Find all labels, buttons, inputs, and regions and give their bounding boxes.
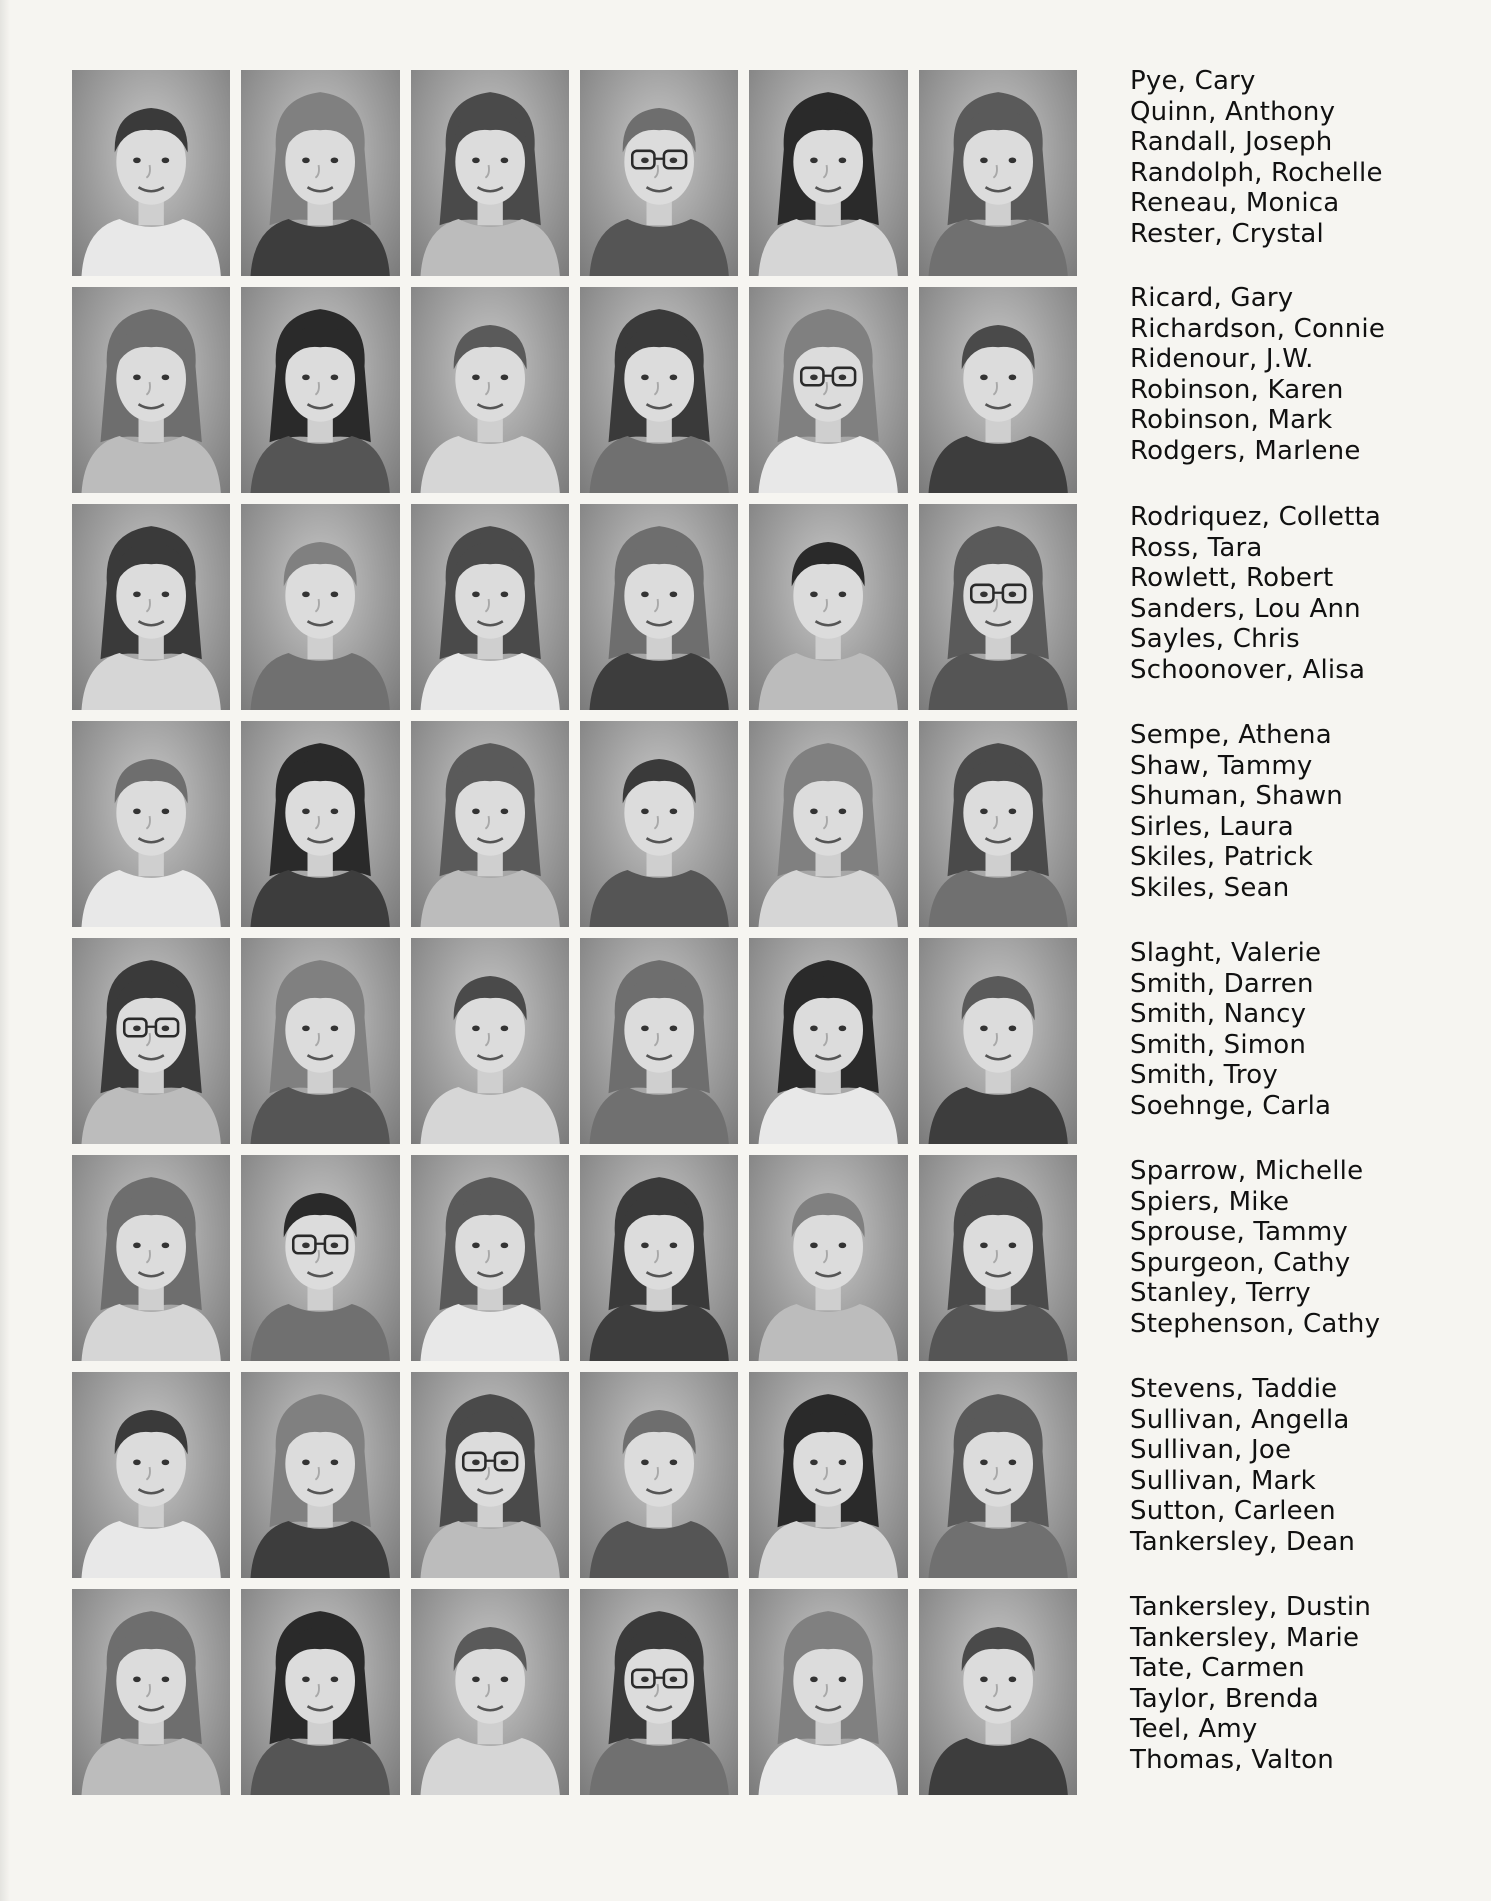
student-portrait: [241, 504, 399, 710]
student-portrait: [241, 721, 399, 927]
student-portrait: [72, 504, 230, 710]
portrait-image: [580, 1372, 738, 1578]
student-name: Robinson, Karen: [1130, 374, 1344, 405]
student-portrait: [749, 1155, 907, 1361]
student-portrait: [72, 70, 230, 276]
portrait-image: [241, 938, 399, 1144]
portrait-image: [749, 1589, 907, 1795]
portrait-image: [919, 938, 1077, 1144]
portrait-image: [580, 721, 738, 927]
student-portrait: [241, 70, 399, 276]
student-portrait: [580, 70, 738, 276]
student-portrait: [919, 1372, 1077, 1578]
student-name: Tankersley, Marie: [1130, 1622, 1360, 1653]
portrait-grid: [72, 70, 1077, 1795]
student-name: Quinn, Anthony: [1130, 96, 1336, 127]
portrait-image: [919, 1372, 1077, 1578]
portrait-image: [411, 287, 569, 493]
student-portrait: [919, 721, 1077, 927]
portrait-image: [72, 1589, 230, 1795]
portrait-image: [241, 1155, 399, 1361]
student-name: Pye, Cary: [1130, 66, 1256, 96]
student-name: Shaw, Tammy: [1130, 750, 1313, 781]
student-name: Rowlett, Robert: [1130, 563, 1334, 593]
student-name: Ridenour, J.W.: [1130, 344, 1314, 374]
student-portrait: [411, 721, 569, 927]
student-portrait: [919, 1589, 1077, 1795]
student-portrait: [72, 1372, 230, 1578]
portrait-image: [749, 287, 907, 493]
student-portrait: [241, 1155, 399, 1361]
student-portrait: [580, 1372, 738, 1578]
portrait-image: [749, 1372, 907, 1578]
student-portrait: [411, 504, 569, 710]
portrait-image: [241, 1372, 399, 1578]
portrait-image: [411, 1372, 569, 1578]
portrait-image: [241, 70, 399, 276]
portrait-image: [749, 504, 907, 710]
student-portrait: [580, 1589, 738, 1795]
student-portrait: [580, 721, 738, 927]
name-group: [1130, 938, 1470, 1121]
portrait-image: [919, 504, 1077, 710]
student-portrait: [919, 70, 1077, 276]
student-name: Spiers, Mike: [1130, 1186, 1290, 1217]
student-portrait: [749, 504, 907, 710]
student-portrait: [411, 1589, 569, 1795]
student-portrait: [411, 70, 569, 276]
student-portrait: [749, 70, 907, 276]
student-name: Stevens, Taddie: [1130, 1374, 1338, 1404]
student-name: Rester, Crystal: [1130, 218, 1324, 249]
student-portrait: [411, 1155, 569, 1361]
student-name: Schoonover, Alisa: [1130, 654, 1366, 685]
portrait-image: [72, 504, 230, 710]
student-portrait: [919, 504, 1077, 710]
portrait-image: [411, 70, 569, 276]
name-group: [1130, 502, 1470, 685]
student-portrait: [749, 1589, 907, 1795]
student-portrait: [241, 1589, 399, 1795]
portrait-image: [919, 70, 1077, 276]
portrait-image: [580, 504, 738, 710]
student-name: Sullivan, Joe: [1130, 1435, 1292, 1465]
student-name: Tankersley, Dustin: [1130, 1592, 1372, 1622]
student-name: Ross, Tara: [1130, 532, 1263, 563]
student-name: Stanley, Terry: [1130, 1278, 1311, 1308]
student-portrait: [580, 504, 738, 710]
portrait-image: [580, 938, 738, 1144]
student-name: Sprouse, Tammy: [1130, 1217, 1348, 1247]
student-portrait: [72, 938, 230, 1144]
student-portrait: [241, 1372, 399, 1578]
student-portrait: [72, 1589, 230, 1795]
student-portrait: [749, 721, 907, 927]
student-name: Stephenson, Cathy: [1130, 1308, 1381, 1339]
student-name: Rodgers, Marlene: [1130, 435, 1361, 466]
student-name: Tate, Carmen: [1130, 1653, 1305, 1683]
name-group: [1130, 283, 1470, 466]
portrait-image: [580, 1589, 738, 1795]
name-group: [1130, 1156, 1470, 1339]
portrait-image: [580, 287, 738, 493]
portrait-image: [72, 1155, 230, 1361]
portrait-image: [241, 1589, 399, 1795]
student-name: Ricard, Gary: [1130, 283, 1294, 313]
student-name: Sempe, Athena: [1130, 720, 1332, 750]
portrait-image: [749, 938, 907, 1144]
student-portrait: [919, 938, 1077, 1144]
student-name: Richardson, Connie: [1130, 313, 1386, 344]
portrait-image: [72, 287, 230, 493]
portrait-image: [411, 721, 569, 927]
student-name: Sanders, Lou Ann: [1130, 593, 1361, 624]
student-name: Tankersley, Dean: [1130, 1526, 1356, 1557]
student-portrait: [580, 938, 738, 1144]
student-portrait: [580, 1155, 738, 1361]
student-name: Smith, Simon: [1130, 1029, 1307, 1060]
student-name: Teel, Amy: [1130, 1714, 1258, 1744]
portrait-image: [411, 1589, 569, 1795]
student-portrait: [72, 721, 230, 927]
student-portrait: [749, 287, 907, 493]
student-name: Soehnge, Carla: [1130, 1090, 1332, 1121]
student-portrait: [241, 938, 399, 1144]
student-portrait: [411, 1372, 569, 1578]
student-portrait: [411, 287, 569, 493]
portrait-image: [919, 1155, 1077, 1361]
portrait-image: [411, 938, 569, 1144]
portrait-image: [411, 504, 569, 710]
student-portrait: [919, 287, 1077, 493]
student-portrait: [580, 287, 738, 493]
student-name: Smith, Troy: [1130, 1060, 1278, 1090]
student-name: Rodriquez, Colletta: [1130, 502, 1382, 532]
student-name: Smith, Darren: [1130, 968, 1314, 999]
student-name: Spurgeon, Cathy: [1130, 1247, 1351, 1278]
portrait-image: [919, 1589, 1077, 1795]
name-group: [1130, 1374, 1470, 1557]
student-name: Sullivan, Mark: [1130, 1465, 1316, 1496]
portrait-image: [919, 721, 1077, 927]
portrait-image: [749, 70, 907, 276]
student-name: Sullivan, Angella: [1130, 1404, 1350, 1435]
portrait-image: [241, 287, 399, 493]
student-portrait: [919, 1155, 1077, 1361]
portrait-image: [580, 70, 738, 276]
student-name: Skiles, Patrick: [1130, 842, 1313, 872]
student-name: Sayles, Chris: [1130, 624, 1300, 654]
portrait-image: [72, 938, 230, 1144]
portrait-image: [749, 1155, 907, 1361]
portrait-image: [72, 1372, 230, 1578]
name-group: [1130, 720, 1470, 903]
student-portrait: [241, 287, 399, 493]
student-name: Thomas, Valton: [1130, 1744, 1334, 1775]
student-name: Randolph, Rochelle: [1130, 157, 1383, 188]
portrait-image: [241, 504, 399, 710]
student-name: Taylor, Brenda: [1130, 1683, 1319, 1714]
portrait-image: [411, 1155, 569, 1361]
portrait-image: [749, 721, 907, 927]
student-portrait: [72, 1155, 230, 1361]
student-name: Shuman, Shawn: [1130, 781, 1343, 811]
portrait-image: [241, 721, 399, 927]
portrait-image: [72, 70, 230, 276]
student-name: Randall, Joseph: [1130, 127, 1333, 157]
student-portrait: [749, 1372, 907, 1578]
student-name: Sirles, Laura: [1130, 811, 1294, 842]
student-name: Smith, Nancy: [1130, 999, 1307, 1029]
portrait-image: [919, 287, 1077, 493]
student-name: Skiles, Sean: [1130, 872, 1290, 903]
student-name: Sparrow, Michelle: [1130, 1156, 1364, 1186]
portrait-image: [580, 1155, 738, 1361]
name-group: [1130, 1592, 1470, 1775]
portrait-image: [72, 721, 230, 927]
student-name: Slaght, Valerie: [1130, 938, 1322, 968]
student-portrait: [72, 287, 230, 493]
student-name: Robinson, Mark: [1130, 405, 1333, 435]
name-group: [1130, 66, 1470, 249]
student-name: Sutton, Carleen: [1130, 1496, 1336, 1526]
student-name: Reneau, Monica: [1130, 188, 1340, 218]
student-portrait: [749, 938, 907, 1144]
student-portrait: [411, 938, 569, 1144]
